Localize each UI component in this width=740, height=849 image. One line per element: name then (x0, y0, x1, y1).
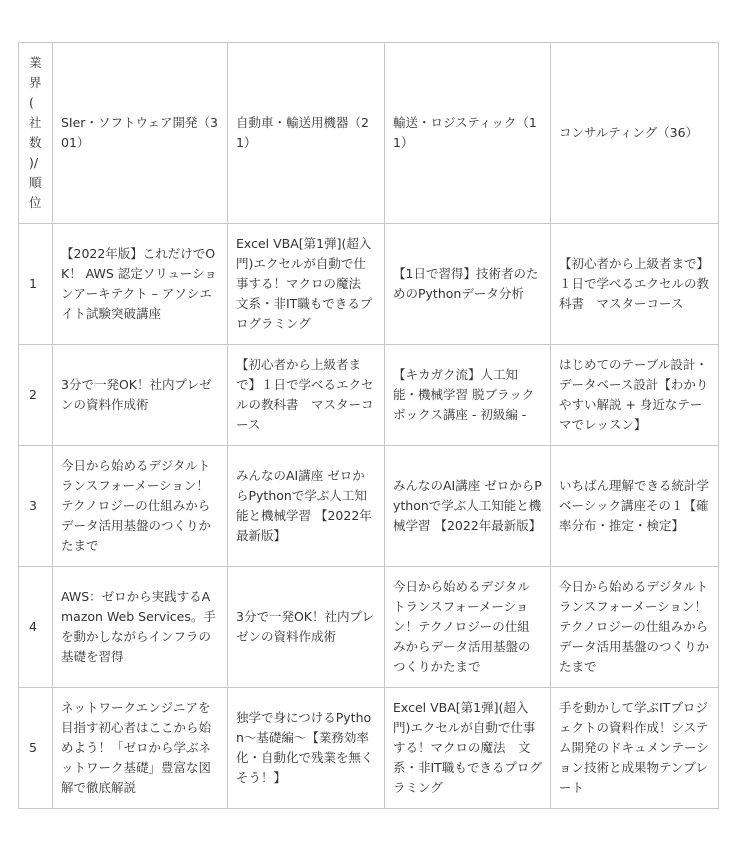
rank-number: 3 (19, 446, 53, 567)
table-cell: 【初心者から上級者まで】１日で学べるエクセルの教科書 マスターコース (551, 224, 719, 345)
header-consulting: コンサルティング（36） (551, 43, 719, 224)
table-row (19, 224, 719, 345)
table-cell: 今日から始めるデジタルトランスフォーメーション！テクノロジーの仕組みからデータ活用基盤のつくりかたまで (551, 567, 719, 688)
table-cell: 【2022年版】これだけでOK！ AWS 認定ソリューションアーキテクト – アソシエイト試験突破講座 (53, 224, 228, 345)
table-cell: いちばん理解できる統計学ベーシック講座その１【確率分布・推定・検定】 (551, 446, 719, 567)
table-cell: みんなのAI講座 ゼロからPythonで学ぶ人工知能と機械学習 【2022年最新版】 (228, 446, 385, 567)
table-cell: AWS：ゼロから実践するAmazon Web Services。手を動かしながらインフラの基礎を習得 (53, 567, 228, 688)
rank-number: 2 (19, 345, 53, 446)
table-cell: Excel VBA[第1弾](超入門)エクセルが自動で仕事する！マクロの魔法 文系・非IT職もできるプログラミング (228, 224, 385, 345)
table-cell: 今日から始めるデジタルトランスフォーメーション！テクノロジーの仕組みからデータ活用基盤のつくりかたまで (385, 567, 551, 688)
table-cell: 3分で一発OK！社内プレゼンの資料作成術 (228, 567, 385, 688)
table-cell: 手を動かして学ぶITプロジェクトの資料作成！システム開発のドキュメンテーション技術と成果物テンプレート (551, 688, 719, 809)
header-industry-rank: 業界(社数)/順位 (19, 43, 53, 224)
ranking-table (18, 42, 719, 809)
rank-number: 4 (19, 567, 53, 688)
table-cell: はじめてのテーブル設計・データベース設計【わかりやすい解説 + 身近なテーマでレッスン】 (551, 345, 719, 446)
table-cell: Excel VBA[第1弾](超入門)エクセルが自動で仕事する！マクロの魔法 文系・非IT職もできるプログラミング (385, 688, 551, 809)
table-cell: 【初心者から上級者まで】１日で学べるエクセルの教科書 マスターコース (228, 345, 385, 446)
rank-number: 1 (19, 224, 53, 345)
table-row (19, 688, 719, 809)
table-cell: みんなのAI講座 ゼロからPythonで学ぶ人工知能と機械学習 【2022年最新版】 (385, 446, 551, 567)
table-row (19, 446, 719, 567)
header-automotive: 自動車・輸送用機器（21） (228, 43, 385, 224)
header-logistics: 輸送・ロジスティック（11） (385, 43, 551, 224)
table-cell: ネットワークエンジニアを目指す初心者はここから始めよう！「ゼロから学ぶネットワーク基礎」豊富な図解で徹底解説 (53, 688, 228, 809)
table-row (19, 345, 719, 446)
table-cell: 【キカガク流】人工知能・機械学習 脱ブラックボックス講座 - 初級編 - (385, 345, 551, 446)
table-cell: 独学で身につけるPython〜基礎編〜【業務効率化・自動化で残業を無くそう！】 (228, 688, 385, 809)
rank-number: 5 (19, 688, 53, 809)
table-cell: 今日から始めるデジタルトランスフォーメーション！テクノロジーの仕組みからデータ活用基盤のつくりかたまで (53, 446, 228, 567)
header-sier-software: SIer・ソフトウェア開発（301） (53, 43, 228, 224)
table-header-row (19, 43, 719, 224)
table-row (19, 567, 719, 688)
table-cell: 【1日で習得】技術者のためのPythonデータ分析 (385, 224, 551, 345)
table-cell: 3分で一発OK！社内プレゼンの資料作成術 (53, 345, 228, 446)
